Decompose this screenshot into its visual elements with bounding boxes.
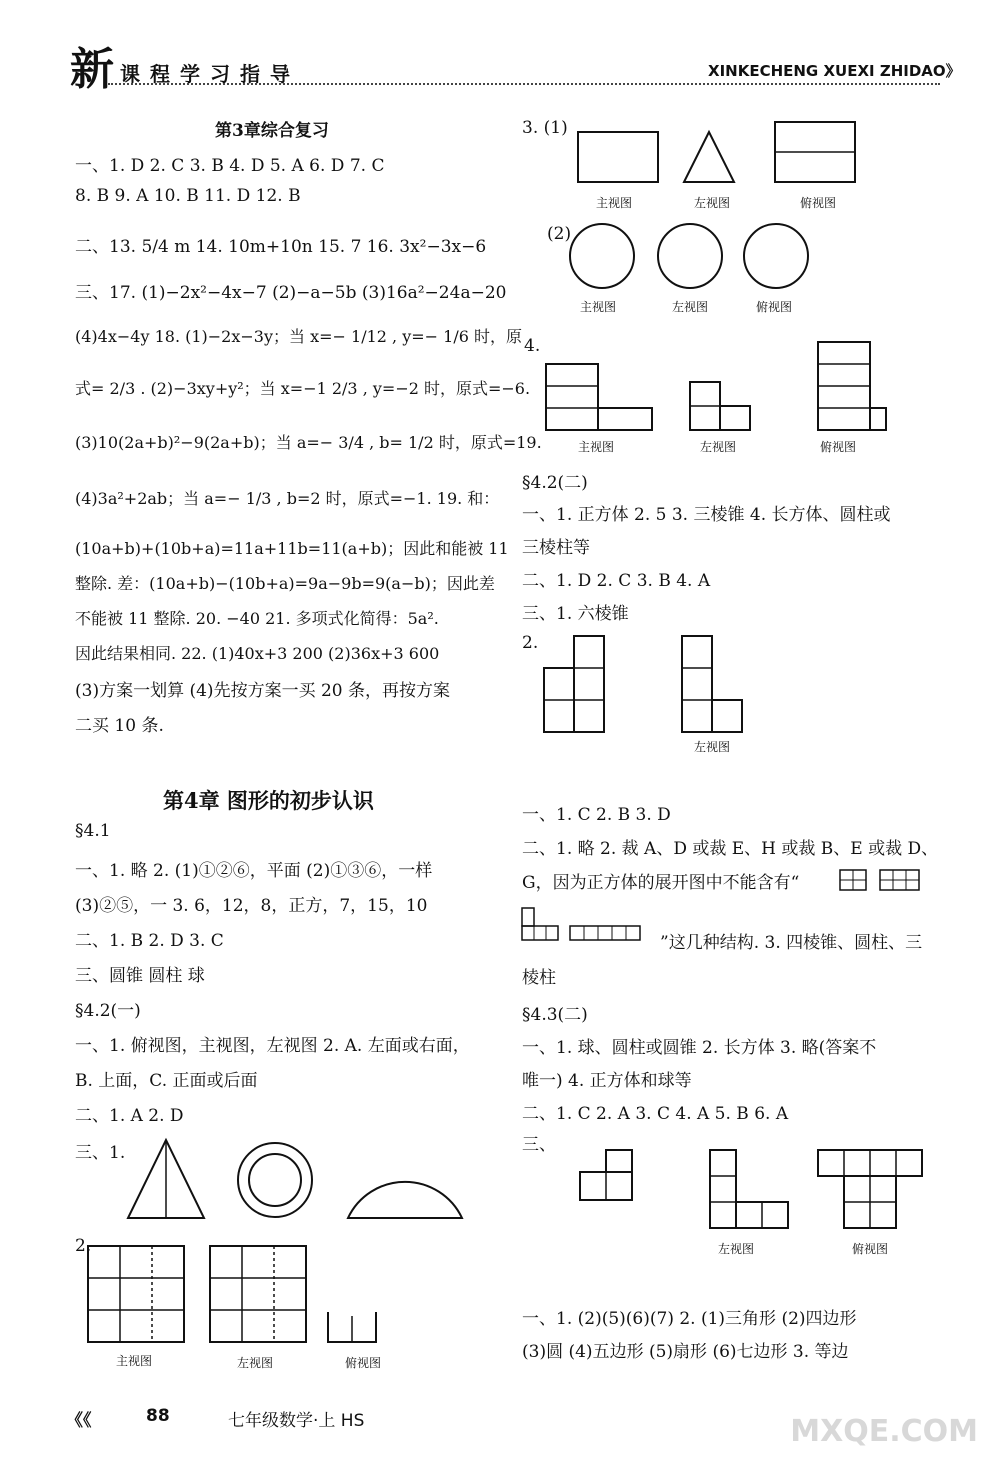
chapter-title: 第4章 图形的初步认识 bbox=[163, 788, 374, 813]
answer-line: 不能被 11 整除. 20. −40 21. 多项式化简得：5a². bbox=[75, 609, 439, 628]
answer-line: (4)3a²+2ab；当 a=− 1/3 , b=2 时，原式=−1. 19. 和： bbox=[75, 489, 500, 508]
answer-line: (2) bbox=[547, 224, 572, 244]
top-view-caption: 俯视图 bbox=[756, 300, 793, 314]
prism-views-figure bbox=[578, 120, 858, 186]
stacked-cubes-figure bbox=[544, 636, 754, 732]
answer-line: G，因为正方体的展开图中不能含有“ bbox=[522, 873, 800, 893]
answer-line: 一、1. C 2. B 3. D bbox=[522, 805, 671, 825]
header-title: 课程学习指导 bbox=[120, 62, 300, 86]
answer-line: (3)圆 (4)五边形 (5)扇形 (6)七边形 3. 等边 bbox=[522, 1342, 849, 1362]
answer-line: 二、1. D 2. C 3. B 4. A bbox=[522, 571, 711, 591]
header-logo: 新 bbox=[70, 44, 114, 95]
answer-line: (4)4x−4y 18. (1)−2x−3y；当 x=− 1/12 , y=− 1/6 时，原 bbox=[75, 327, 522, 346]
net-structure-icon bbox=[840, 868, 940, 892]
answer-line: (3)②⑤，一 3. 6，12，8，正方，7，15，10 bbox=[75, 896, 428, 916]
answer-line: 一、1. (2)(5)(6)(7) 2. (1)三角形 (2)四边形 bbox=[522, 1309, 857, 1329]
answer-line: 三、1. bbox=[75, 1143, 126, 1163]
answer-line: 8. B 9. A 10. B 11. D 12. B bbox=[75, 186, 301, 206]
answer-line: 一、1. 正方体 2. 5 3. 三棱锥 4. 长方体、圆柱或 bbox=[522, 505, 891, 525]
answer-line: 整除. 差：(10a+b)−(10b+a)=9a−9b=9(a−b)；因此差 bbox=[75, 574, 495, 593]
answer-line: 一、1. 俯视图，主视图，左视图 2. A. 左面或右面， bbox=[75, 1036, 470, 1056]
front-view-caption: 主视图 bbox=[116, 1354, 153, 1368]
sphere-views-figure bbox=[570, 222, 815, 292]
answer-line: (3)10(2a+b)²−9(2a+b)；当 a=− 3/4 , b= 1/2 时，原式=19. bbox=[75, 433, 542, 452]
top-view-caption: 俯视图 bbox=[800, 196, 837, 210]
answer-line: 三、圆锥 圆柱 球 bbox=[75, 966, 205, 986]
front-view-caption: 主视图 bbox=[580, 300, 617, 314]
left-view-caption: 左视图 bbox=[694, 740, 731, 754]
left-view-caption: 左视图 bbox=[718, 1242, 755, 1256]
answer-line: 二、13. 5/4 m 14. 10m+10n 15. 7 16. 3x²−3x−6 bbox=[75, 237, 487, 257]
section-heading: §4.1 bbox=[75, 821, 111, 841]
header-en-title: XINKECHENG XUEXI ZHIDAO》 bbox=[708, 62, 961, 80]
answer-line: 三、1. 六棱锥 bbox=[522, 604, 629, 624]
cone-front-view-figure bbox=[128, 1140, 468, 1220]
answer-line: 一、1. 略 2. (1)①②⑥，平面 (2)①③⑥，一样 bbox=[75, 861, 433, 881]
answer-line: 二、1. B 2. D 3. C bbox=[75, 931, 224, 951]
answer-line: 二、1. 略 2. 裁 A、D 或裁 E、H 或裁 B、E 或裁 D、 bbox=[522, 839, 939, 859]
top-view-caption: 俯视图 bbox=[820, 440, 857, 454]
cube-views-figure bbox=[580, 1150, 925, 1234]
top-view-caption: 俯视图 bbox=[852, 1242, 889, 1256]
answer-line: 一、1. 球、圆柱或圆锥 2. 长方体 3. 略(答案不 bbox=[522, 1038, 877, 1058]
answer-line: 三、17. (1)−2x²−4x−7 (2)−a−5b (3)16a²−24a−20 bbox=[75, 283, 507, 303]
answer-line: 三、 bbox=[522, 1135, 556, 1155]
review-title: 第3章综合复习 bbox=[215, 121, 329, 141]
answer-line: ”这几种结构. 3. 四棱锥、圆柱、三 bbox=[660, 933, 923, 953]
answer-line: 4. bbox=[524, 336, 541, 356]
answer-line: (3)方案一划算 (4)先按方案一买 20 条，再按方案 bbox=[75, 681, 451, 701]
answer-line: 2. bbox=[522, 633, 539, 653]
answer-line: 二、1. C 2. A 3. C 4. A 5. B 6. A bbox=[522, 1104, 789, 1124]
answer-line: 式= 2/3 . (2)−3xy+y²；当 x=−1 2/3 , y=−2 时，原式=−6. bbox=[75, 379, 531, 398]
answer-line: 唯一) 4. 正方体和球等 bbox=[522, 1071, 692, 1091]
grid-views-figure bbox=[88, 1240, 418, 1350]
left-view-caption: 左视图 bbox=[237, 1356, 274, 1370]
page-number: 88 bbox=[146, 1406, 170, 1426]
front-view-caption: 主视图 bbox=[596, 196, 633, 210]
answer-line: 2. bbox=[75, 1236, 92, 1256]
block-views-figure bbox=[546, 342, 886, 432]
answer-line: 棱柱 bbox=[522, 968, 556, 988]
answer-line: 三棱柱等 bbox=[522, 538, 590, 558]
left-view-caption: 左视图 bbox=[694, 196, 731, 210]
book-title: 七年级数学·上 HS bbox=[228, 1411, 365, 1431]
net-structure-icon bbox=[522, 906, 652, 948]
section-heading: §4.2(二) bbox=[522, 473, 588, 493]
answer-line: 因此结果相同. 22. (1)40x+3 200 (2)36x+3 600 bbox=[75, 644, 440, 663]
left-view-caption: 左视图 bbox=[672, 300, 709, 314]
answer-line: 二买 10 条. bbox=[75, 716, 164, 736]
left-view-caption: 左视图 bbox=[700, 440, 737, 454]
answer-line: 3. (1) bbox=[522, 118, 568, 138]
top-view-caption: 俯视图 bbox=[345, 1356, 382, 1370]
section-heading: §4.2(一) bbox=[75, 1001, 141, 1021]
section-heading: §4.3(二) bbox=[522, 1005, 588, 1025]
answer-line: 二、1. A 2. D bbox=[75, 1106, 184, 1126]
answer-line: (10a+b)+(10b+a)=11a+11b=11(a+b)；因此和能被 11 bbox=[75, 539, 509, 558]
header-rule bbox=[108, 83, 940, 85]
answer-line: B. 上面，C. 正面或后面 bbox=[75, 1071, 258, 1091]
watermark: MXQE.COM bbox=[790, 1414, 978, 1449]
answer-line: 一、1. D 2. C 3. B 4. D 5. A 6. D 7. C bbox=[75, 156, 385, 176]
back-arrows-icon: 《《 bbox=[66, 1411, 92, 1431]
front-view-caption: 主视图 bbox=[578, 440, 615, 454]
